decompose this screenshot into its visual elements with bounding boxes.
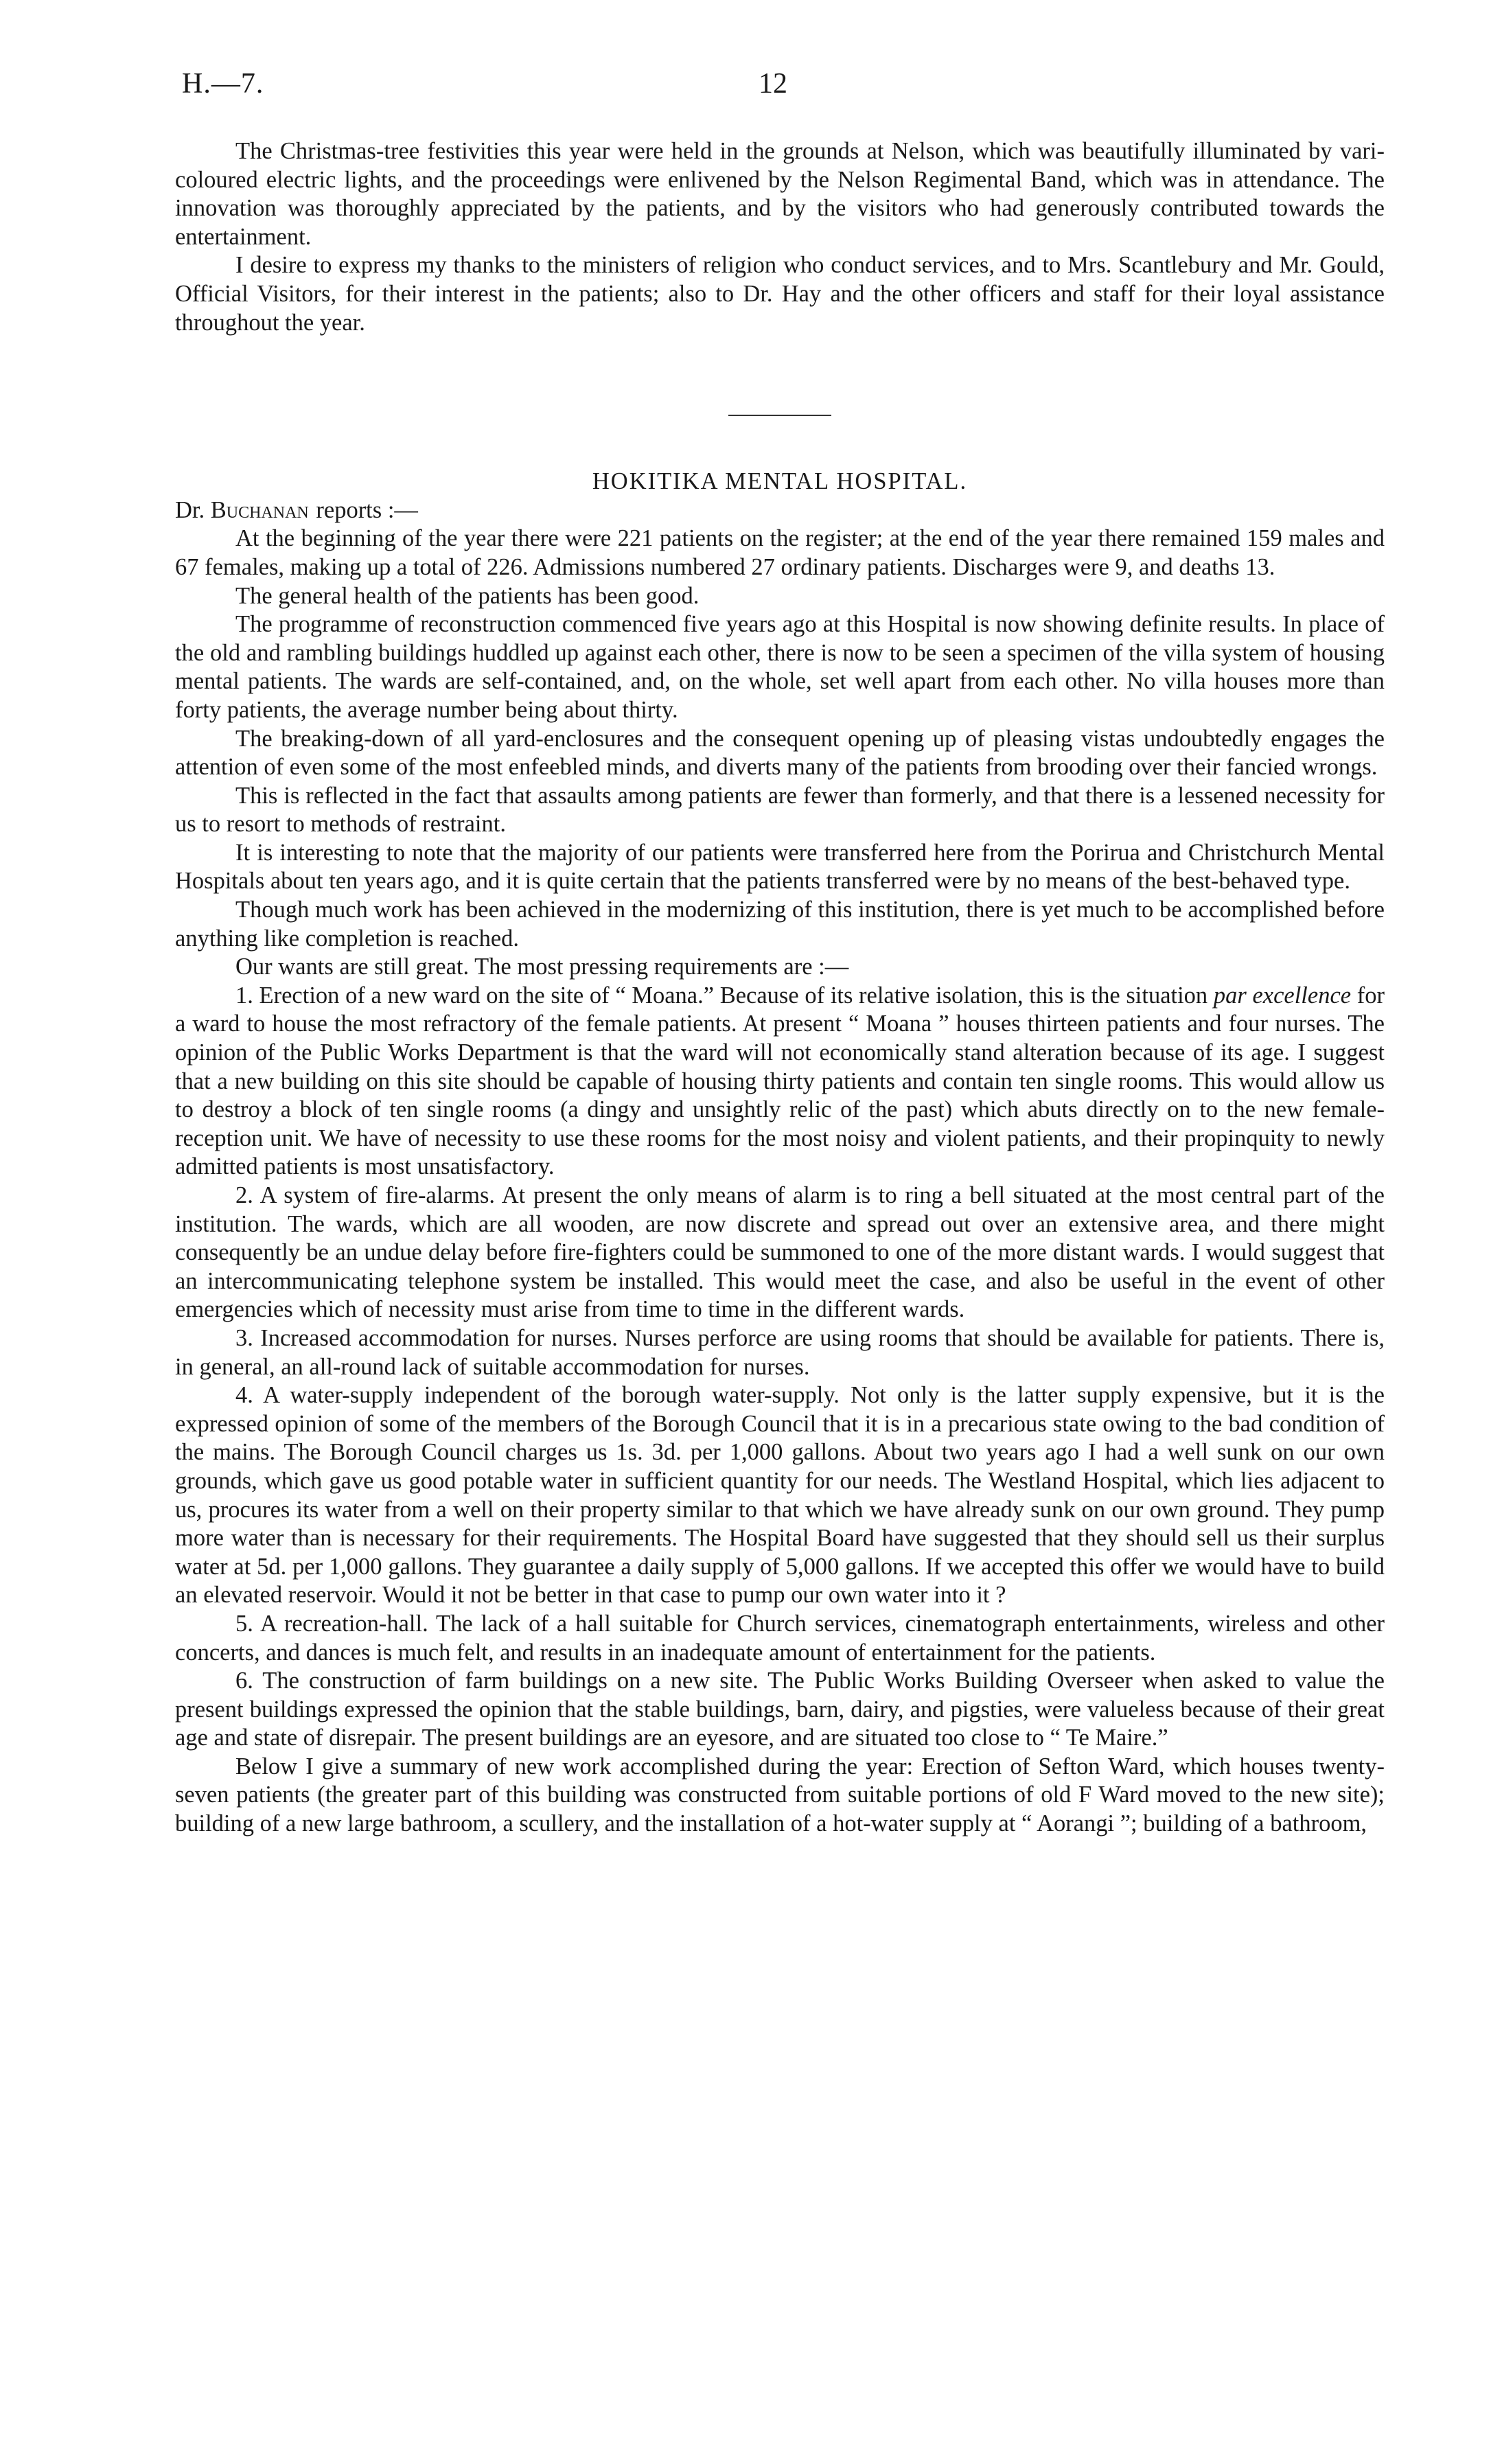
paragraph: Though much work has been achieved in the modernizing of this institution, there is yet much to be accomplished before anything like completion is reached.: [175, 897, 1385, 952]
reporter-name: Buchanan: [210, 496, 309, 523]
paragraph: I desire to express my thanks to the ministers of religion who conduct services, and to Mrs. Scantlebury and Mr. Gould, Official Visitors, for their interest in the patients; also to Dr. Hay and the other officers and staff for their loyal assistance throughout the year.: [175, 252, 1385, 336]
requirement-text: 1. Erection of a new ward on the site of “ Moana.” Because of its relative isolation, this is the situation: [235, 982, 1214, 1009]
section-title: HOKITIKA MENTAL HOSPITAL.: [592, 468, 968, 495]
paragraph: This is reflected in the fact that assaults among patients are fewer than formerly, and that there is a lessened necessity for us to resort to methods of restraint.: [175, 782, 1385, 838]
page-header: [182, 67, 1390, 108]
italic-phrase: par excellence: [1213, 982, 1352, 1009]
paragraph: Our wants are still great. The most pressing requirements are :—: [235, 954, 849, 980]
reporter-line: [175, 496, 1385, 525]
reporter-prefix: Dr.: [175, 496, 205, 523]
requirement-item: 5. A recreation-hall. The lack of a hall suitable for Church services, cinematograph entertainments, wireless and other concerts, and dances is much felt, and results in an inadequate amount of entertainment for the patients.: [175, 1610, 1385, 1666]
document-reference: H.—7.: [182, 68, 264, 100]
paragraph: Below I give a summary of new work accomplished during the year: Erection of Sefton Ward, which houses twenty-seven patients (the greater part of this building was constructed from suitable portions of old F Ward moved to the new site); building of a new large bathroom, a scullery, and the installation of a hot-water supply at “ Aorangi ”; building of a bathroom,: [175, 1753, 1385, 1837]
requirement-item: [175, 982, 1385, 1182]
requirement-item: 4. A water-supply independent of the borough water-supply. Not only is the latter supply expensive, but it is the expressed opinion of some of the members of the Borough Council that it is in a precarious state owing to the bad condition of the mains. The Borough Council charges us 1s. 3d. per 1,000 gallons. About two years ago I had a well sunk on our own grounds, which gave us good potable water in sufficient quantity for our needs. The Westland Hospital, which lies adjacent to us, procures its water from a well on their property similar to that which we have already sunk on our own ground. They pump more water than is necessary for their requirements. The Hospital Board have suggested that they should sell us their surplus water at 5d. per 1,000 gallons. They guarantee a daily supply of 5,000 gallons. If we accepted this offer we would have to build an elevated reservoir. Would it not be better in that case to pump our own water into it ?: [175, 1382, 1385, 1609]
reporter-suffix: reports :—: [316, 496, 418, 523]
requirement-item: 3. Increased accommodation for nurses. Nurses perforce are using rooms that should be available for patients. There is, in general, an all-round lack of suitable accommodation for nurses.: [175, 1324, 1385, 1380]
paragraph: The programme of reconstruction commenced five years ago at this Hospital is now showing definite results. In place of the old and rambling buildings huddled up against each other, there is now to be seen a specimen of the villa system of housing mental patients. The wards are self-contained, and, on the whole, set well apart from each other. No villa houses more than forty patients, the average number being about thirty.: [175, 611, 1385, 723]
paragraph: The breaking-down of all yard-enclosures and the consequent opening up of pleasing vistas undoubtedly engages the attention of even some of the most enfeebled minds, and diverts many of the patients from brooding over their fancied wrongs.: [175, 725, 1385, 781]
requirement-item: 6. The construction of farm buildings on a new site. The Public Works Building Overseer when asked to value the present buildings expressed the opinion that the stable buildings, barn, dairy, and pigsties, were valueless because of their great age and state of disrepair. The present buildings are an eyesore, and are situated too close to “ Te Maire.”: [175, 1668, 1385, 1751]
paragraph: It is interesting to note that the majority of our patients were transferred here from the Porirua and Christchurch Mental Hospitals about ten years ago, and it is quite certain that the patients transferred were by no means of the best-behaved type.: [175, 839, 1385, 895]
paragraph: The general health of the patients has been good.: [235, 582, 700, 609]
section-divider: [728, 415, 831, 416]
paragraph: At the beginning of the year there were 221 patients on the register; at the end of the year there remained 159 males and 67 females, making up a total of 226. Admissions numbered 27 ordinary patients. Discharges were 9, and deaths 13.: [175, 525, 1385, 580]
requirement-item: 2. A system of fire-alarms. At present the only means of alarm is to ring a bell situated at the most central part of the institution. The wards, which are all wooden, are now discrete and spread out over an extensive area, and there might consequently be an undue delay before fire-fighters could be summoned to one of the more distant wards. I would suggest that an intercommunicating telephone system be installed. This would meet the case, and also be useful in the event of other emergencies which of necessity must arise from time to time in the different wards.: [175, 1182, 1385, 1323]
page-number: 12: [759, 68, 787, 100]
requirement-text: for a ward to house the most refractory of the female patients. At present “ Moana ” houses thirteen patients and four nurses. The opinion of the Public Works Department is that the ward will not economically stand alteration because of its age. I suggest that a new building on this site should be capable of housing thirty patients and contain ten single rooms. This would allow us to destroy a block of ten single rooms (a dingy and unsightly relic of the past) which abuts directly on to the new female-reception unit. We have of necessity to use these rooms for the most noisy and violent patients, and their propinquity to newly admitted patients is most unsatisfactory.: [175, 982, 1385, 1180]
body-text: [175, 137, 1385, 1839]
paragraph: The Christmas-tree festivities this year were held in the grounds at Nelson, which was beautifully illuminated by vari-coloured electric lights, and the proceedings were enlivened by the Nelson Regimental Band, which was in attendance. The innovation was thoroughly appreciated by the patients, and by the visitors who had generously contributed towards the entertainment.: [175, 138, 1385, 250]
